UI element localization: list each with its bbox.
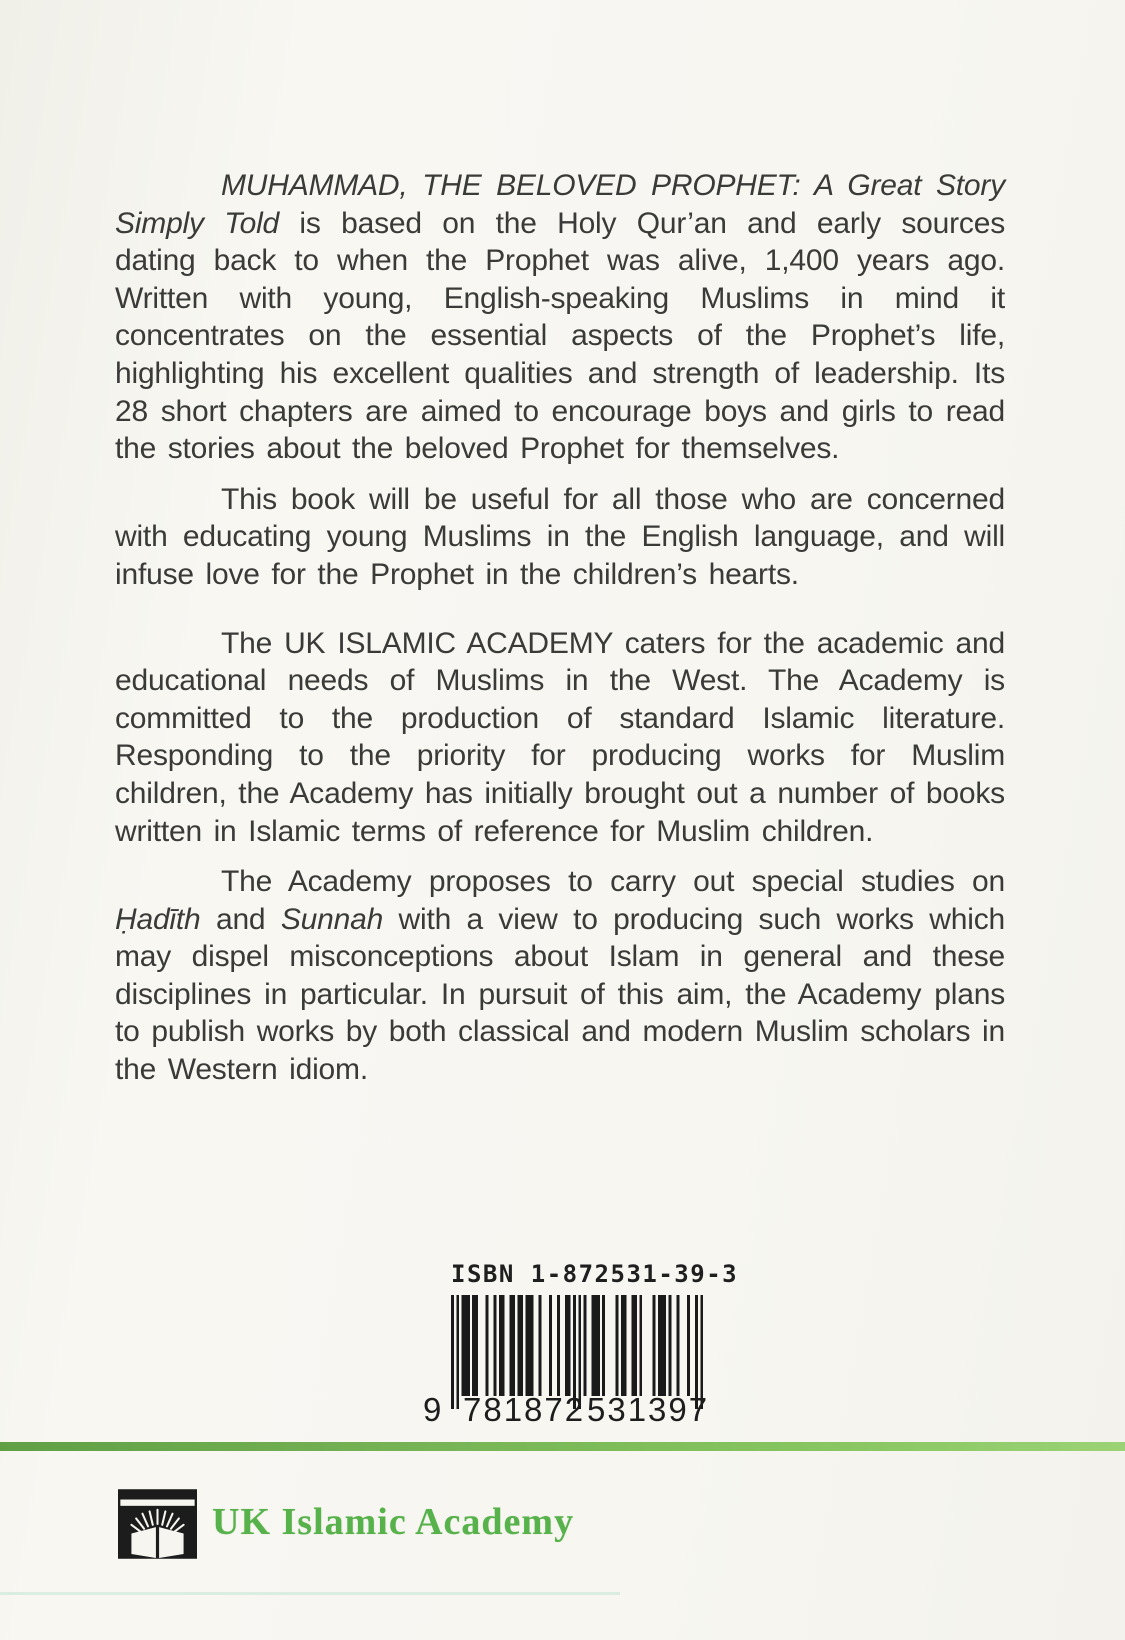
divider-rule	[0, 1442, 1125, 1451]
paragraph: The Academy proposes to carry out special studies on Ḥadīth and Sunnah with a view to producing such works which may dispel misconceptions about Islam in general and these disciplines in particular. In pursuit of this aim, the Academy plans to publish works by both classical and modern Muslim scholars in the Western idiom.	[115, 865, 1005, 1087]
barcode-digits	[423, 1391, 725, 1431]
publisher-name: UK Islamic Academy	[212, 1501, 575, 1543]
body-text	[115, 167, 1005, 1102]
barcode-digit-lead: 9	[423, 1391, 444, 1428]
isbn-label: ISBN 1-872531-39-3	[451, 1260, 739, 1288]
paragraph: This book will be useful for all those who are concerned with educating young Muslims in the English language, and will infuse love for the Prophet in the children’s hearts.	[115, 482, 1005, 591]
paragraph: MUHAMMAD, THE BELOVED PROPHET: A Great Story Simply Told is based on the Holy Qur’an and early sources dating back to when the Prophet was alive, 1,400 years ago. Written with young, English-speaking Muslims in mind it concentrates on the essential aspects of the Prophet’s life, highlighting his excellent qualities and strength of leadership. Its 28 short chapters are aimed to encourage boys and girls to read the stories about the beloved Prophet for themselves.	[115, 169, 1005, 466]
scan-artifact-line	[0, 1592, 620, 1595]
barcode-digits-group1: 781872	[463, 1391, 586, 1428]
barcode-digits-group2: 531397	[587, 1391, 710, 1428]
paragraph: The UK ISLAMIC ACADEMY caters for the academic and educational needs of Muslims in the West. The Academy is committed to the production of standard Islamic literature. Responding to the priority for producing works for Muslim children, the Academy has initially brought out a number of books written in Islamic terms of reference for Muslim children.	[115, 626, 1005, 848]
logo-band	[120, 1500, 194, 1506]
publisher-logo	[118, 1489, 197, 1559]
isbn-area	[423, 1260, 739, 1440]
